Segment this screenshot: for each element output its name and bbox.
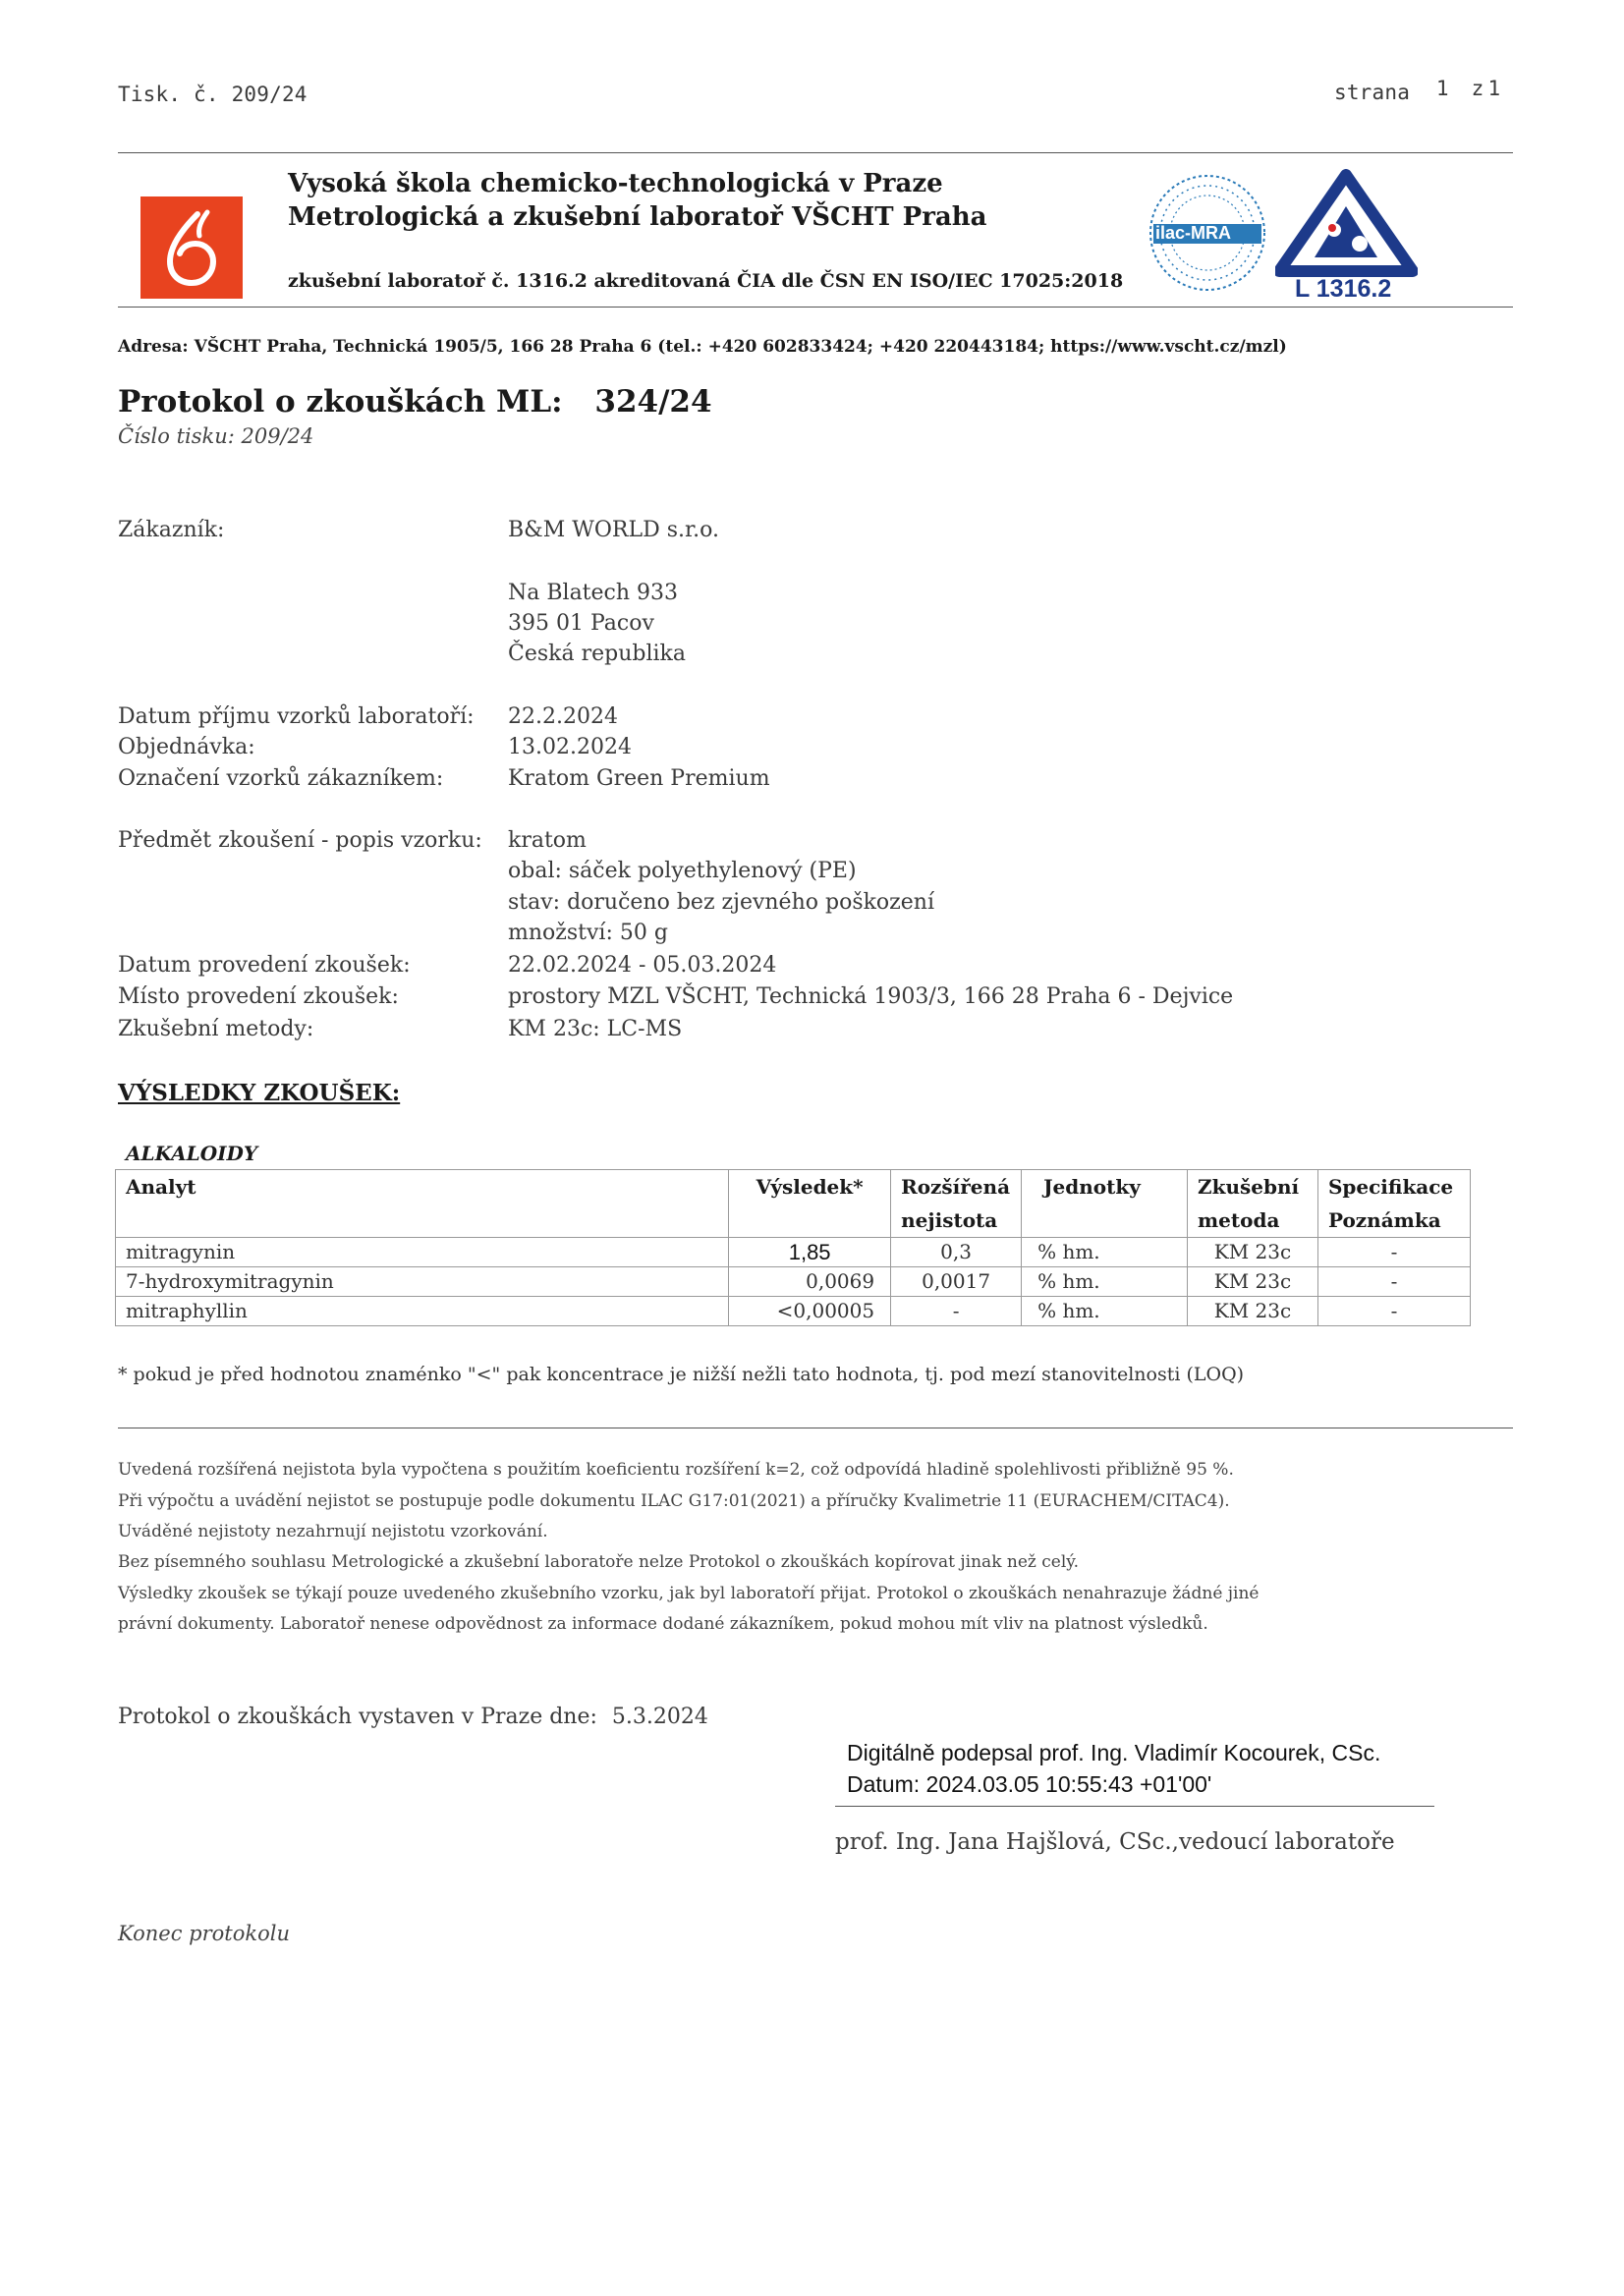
row-units: % hm.: [1022, 1238, 1188, 1267]
row-note: -: [1317, 1297, 1470, 1326]
address-line: Adresa: VŠCHT Praha, Technická 1905/5, 166 28 Praha 6 (tel.: +420 602833424; +420 220443184; https://www.vscht.cz/mzl): [118, 337, 1287, 357]
subject-label: Předmět zkoušení - popis vzorku:: [118, 828, 482, 853]
col-method: [1188, 1170, 1318, 1238]
row-method: KM 23c: [1188, 1297, 1318, 1326]
received-value: 22.2.2024: [508, 704, 618, 729]
col-uncertainty-line1: Rozšířená: [901, 1175, 1011, 1199]
order-label: Objednávka:: [118, 735, 255, 759]
subject-amount: množství: 50 g: [508, 921, 668, 945]
ilac-mra-logo: [1148, 173, 1267, 293]
signature-rule: [835, 1806, 1434, 1807]
row-analyte: 7-hydroxymitragynin: [116, 1267, 729, 1297]
col-analyte: Analyt: [116, 1170, 729, 1238]
note-line: Výsledky zkoušek se týkají pouze uvedeného zkušebního vzorku, jak byl laboratoří přijat. Protokol o zkouškách nenahrazuje žádné jiné: [118, 1584, 1260, 1603]
results-footnote: * pokud je před hodnotou znaménko "<" pak koncentrace je nižší nežli tato hodnota, tj. pod mezí stanovitelnosti (LOQ): [118, 1364, 1245, 1385]
col-uncertainty-line2: nejistota: [901, 1208, 998, 1232]
test-date-value: 22.02.2024 - 05.03.2024: [508, 953, 777, 978]
cia-triangle-icon: [1275, 169, 1418, 277]
signature-line-1: Digitálně podepsal prof. Ing. Vladimír Kocourek, CSc.: [847, 1740, 1381, 1765]
row-units: % hm.: [1022, 1297, 1188, 1326]
col-spec: [1317, 1170, 1470, 1238]
end-of-protocol: Konec protokolu: [118, 1922, 290, 1945]
note-line: právní dokumenty. Laboratoř nenese odpovědnost za informace dodané zákazníkem, pokud mohou mít vliv na platnost výsledků.: [118, 1614, 1208, 1634]
col-method-line1: Zkušební: [1198, 1175, 1300, 1199]
row-method: KM 23c: [1188, 1238, 1318, 1267]
col-uncertainty: [891, 1170, 1022, 1238]
results-header-row: [116, 1170, 1471, 1238]
note-line: Uvedená rozšířená nejistota byla vypočtena s použitím koeficientu rozšíření k=2, což odpovídá hladině spolehlivosti přibližně 95 %.: [118, 1460, 1234, 1480]
vscht-logo-icon: [140, 196, 243, 299]
issued-label: Protokol o zkouškách vystaven v Praze dne:: [118, 1705, 597, 1729]
laboratory-name: Metrologická a zkušební laboratoř VŠCHT Praha: [288, 202, 987, 232]
signer-name: prof. Ing. Jana Hajšlová, CSc.,vedoucí laboratoře: [835, 1829, 1395, 1855]
ilac-text: ilac-MRA: [1155, 223, 1232, 243]
order-value: 13.02.2024: [508, 735, 632, 759]
subject-package: obal: sáček polyethylenový (PE): [508, 859, 857, 883]
marking-label: Označení vzorků zákazníkem:: [118, 766, 444, 791]
print-number: Číslo tisku: 209/24: [118, 424, 314, 448]
row-uncertainty: 0,3: [891, 1238, 1022, 1267]
received-label: Datum příjmu vzorků laboratoří:: [118, 704, 475, 729]
row-result: 0,0069: [729, 1267, 891, 1297]
customer-name: B&M WORLD s.r.o.: [508, 518, 719, 542]
header-bottom-rule: [118, 307, 1513, 308]
row-result: <0,00005: [729, 1297, 891, 1326]
test-date-label: Datum provedení zkoušek:: [118, 953, 411, 978]
row-uncertainty: 0,0017: [891, 1267, 1022, 1297]
subject-value: kratom: [508, 828, 587, 853]
note-line: Uváděné nejistoty nezahrnují nejistotu vzorkování.: [118, 1522, 548, 1541]
row-units: % hm.: [1022, 1267, 1188, 1297]
col-method-line2: metoda: [1198, 1208, 1280, 1232]
institution-name: Vysoká škola chemicko-technologická v Praze: [288, 169, 943, 198]
place-value: prostory MZL VŠCHT, Technická 1903/3, 166 28 Praha 6 - Dejvice: [508, 984, 1234, 1009]
row-method: KM 23c: [1188, 1267, 1318, 1297]
subject-state: stav: doručeno bez zjevného poškození: [508, 890, 934, 915]
row-analyte: mitragynin: [116, 1238, 729, 1267]
page-label: strana: [1334, 81, 1411, 104]
print-number-top: Tisk. č. 209/24: [118, 83, 308, 106]
customer-address-3: Česká republika: [508, 642, 686, 666]
customer-label: Zákazník:: [118, 518, 225, 542]
table-row: [116, 1267, 1471, 1297]
customer-address-1: Na Blatech 933: [508, 581, 679, 605]
issued-date: 5.3.2024: [611, 1705, 708, 1729]
note-line: Bez písemného souhlasu Metrologické a zkušební laboratoře nelze Protokol o zkouškách kopírovat jinak než celý.: [118, 1552, 1080, 1572]
page-of: z: [1471, 77, 1484, 100]
marking-value: Kratom Green Premium: [508, 766, 770, 791]
row-analyte: mitraphyllin: [116, 1297, 729, 1326]
signature-line-2: Datum: 2024.03.05 10:55:43 +01'00': [847, 1771, 1212, 1797]
col-spec-line2: Poznámka: [1327, 1208, 1441, 1232]
methods-value: KM 23c: LC-MS: [508, 1017, 683, 1041]
page-current: 1: [1435, 77, 1449, 100]
issued-line: [118, 1705, 708, 1729]
header-top-rule: [118, 152, 1513, 153]
col-spec-line1: Specifikace: [1327, 1175, 1454, 1199]
col-result: Výsledek*: [729, 1170, 891, 1238]
col-units: Jednotky: [1022, 1170, 1188, 1238]
table-row: [116, 1238, 1471, 1267]
results-table: [115, 1169, 1471, 1326]
row-uncertainty: -: [891, 1297, 1022, 1326]
methods-label: Zkušební metody:: [118, 1017, 314, 1041]
note-line: Při výpočtu a uvádění nejistot se postupuje podle dokumentu ILAC G17:01(2021) a příručky Kvalimetrie 11 (EURACHEM/CITAC4).: [118, 1491, 1230, 1511]
results-heading: VÝSLEDKY ZKOUŠEK:: [118, 1080, 401, 1106]
row-result: 1,85: [729, 1238, 891, 1267]
table-row: [116, 1297, 1471, 1326]
protocol-number: 324/24: [594, 384, 712, 420]
cia-number: L 1316.2: [1295, 275, 1392, 303]
page-indicator: [1334, 77, 1501, 104]
protocol-title-label: Protokol o zkouškách ML:: [118, 384, 563, 420]
results-group: ALKALOIDY: [126, 1142, 258, 1165]
customer-address-2: 395 01 Pacov: [508, 611, 654, 636]
accreditation-line: zkušební laboratoř č. 1316.2 akreditovaná ČIA dle ČSN EN ISO/IEC 17025:2018: [288, 270, 1124, 292]
row-note: -: [1317, 1238, 1470, 1267]
cia-logo: [1275, 169, 1418, 307]
vscht-logo: [140, 196, 243, 299]
row-note: -: [1317, 1267, 1470, 1297]
protocol-title: [118, 384, 712, 420]
page-total: 1: [1487, 77, 1501, 100]
place-label: Místo provedení zkoušek:: [118, 984, 399, 1009]
